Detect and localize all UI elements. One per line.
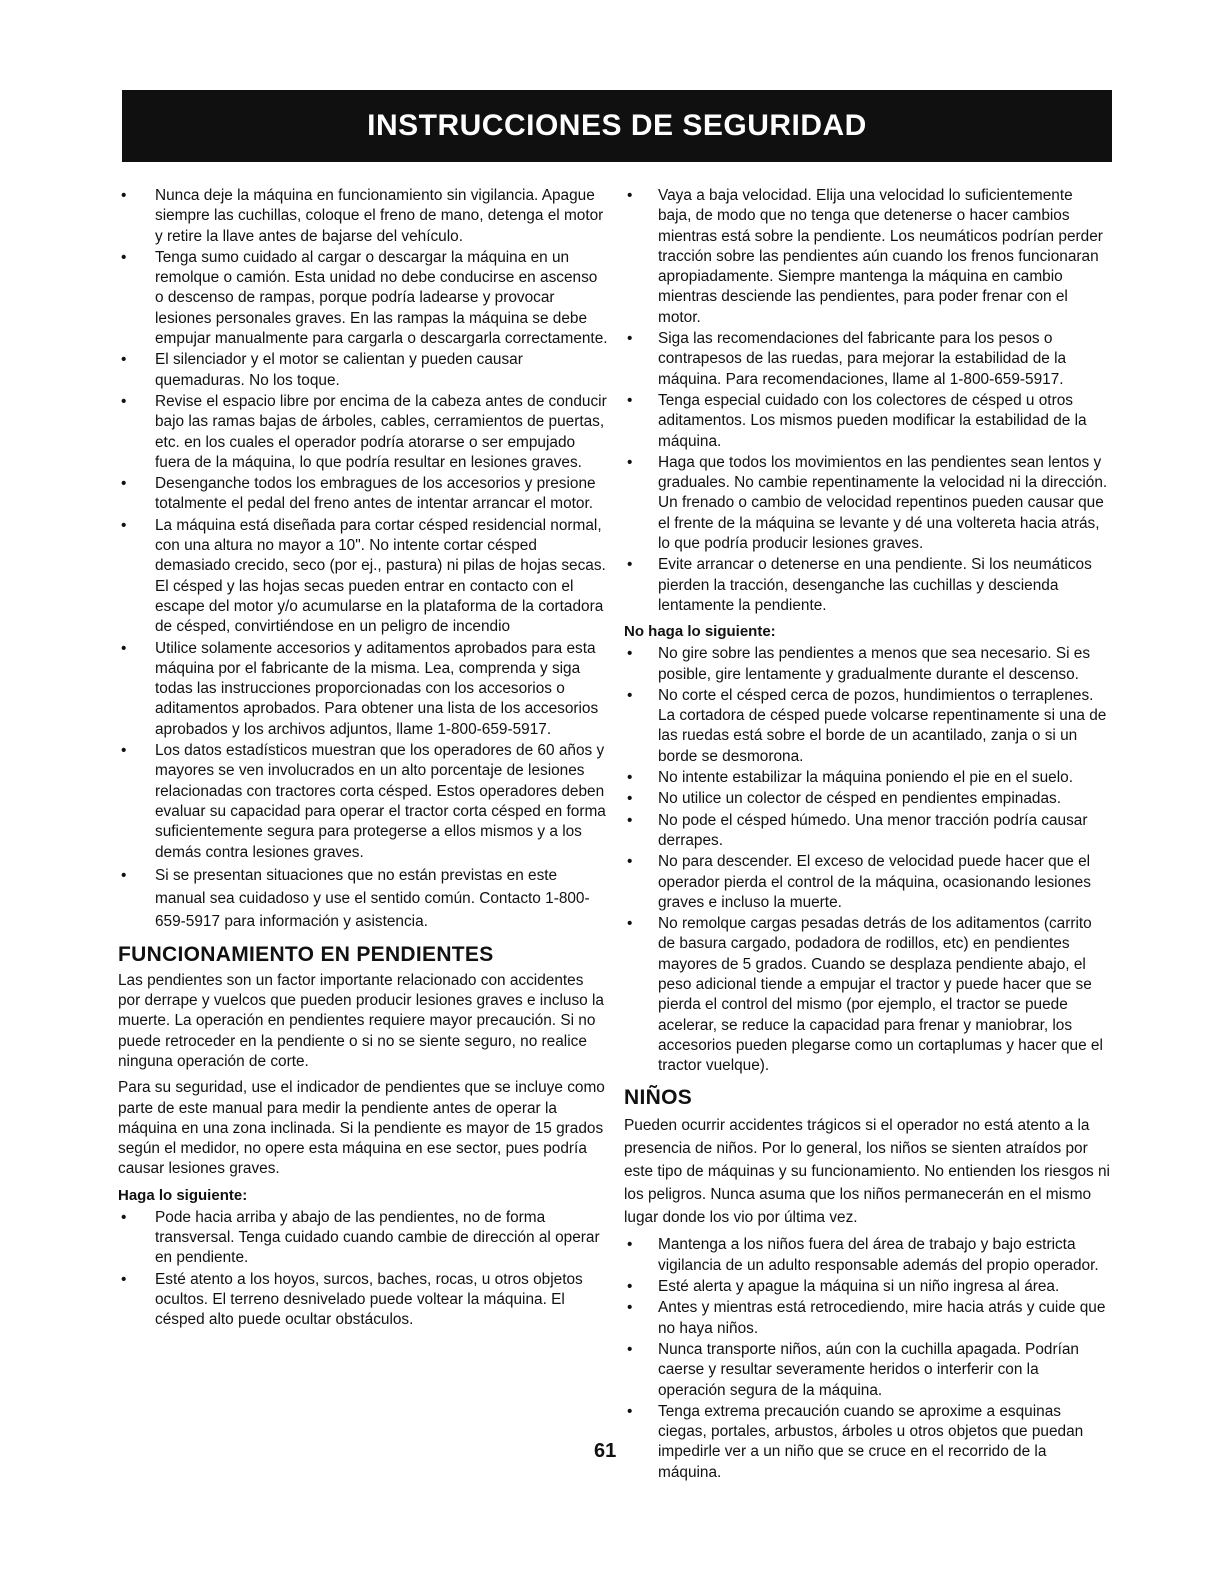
list-item: • Los datos estadísticos muestran que los operadores de 60 años y mayores se ven involucrados en un alto porcentaje de lesiones relacionadas con tractores corta césped. Estos operadores deben evaluar su capacidad para operar el tractor corta césped en forma suficientemente segura para protegerse a ellos mismos y a los demás contra lesiones graves. [118, 741, 608, 863]
list-item: • Utilice solamente accesorios y aditamentos aprobados para esta máquina por el fabricante de la misma. Lea, comprenda y siga todas las instrucciones proporcionadas con los accesorios o aditamentos aprobados. Para obtener una lista de los accesorios aprobados y los archivos adjuntos, llame 1-800-659-5917. [118, 639, 608, 740]
slopes-paragraph: Para su seguridad, use el indicador de pendientes que se incluye como parte de este manual para medir la pendiente antes de operar la máquina en una zona inclinada. Si la pendiente es mayor de 15 grados según el medidor, no opere esta máquina en ese sector, pues podría causar lesiones graves. [118, 1079, 605, 1178]
list-item: • Tenga sumo cuidado al cargar o descargar la máquina en un remolque o camión. Esta unidad no debe conducirse en ascenso o descenso de rampas, porque podría ladearse y provocar lesiones personales graves. En las rampas la máquina se debe empujar manualmente para cargarla o descargarla correctamente. [118, 248, 608, 349]
list-item: • Desenganche todos los embragues de los accesorios y presione totalmente el pedal del freno antes de intentar arrancar el motor. [118, 474, 608, 515]
slopes-heading: FUNCIONAMIENTO EN PENDIENTES [118, 942, 494, 966]
do-list [118, 1208, 608, 1331]
list-item: • Evite arrancar o detenerse en una pendiente. Si los neumáticos pierden la tracción, desenganche las cuchillas y descienda lentamente la pendiente. [624, 555, 1110, 616]
banner-title: INSTRUCCIONES DE SEGURIDAD [367, 109, 867, 142]
dont-heading: No haga lo siguiente: [624, 623, 776, 641]
children-heading: NIÑOS [624, 1086, 693, 1110]
list-item: • La máquina está diseñada para cortar césped residencial normal, con una altura no mayor a 10". No intente cortar césped demasiado crecido, seco (por ej., pastura) ni pilas de hojas secas. El césped y las hojas secas pueden entrar en contacto con el escape del motor y/o acumularse en la plataforma de la cortadora de césped, convirtiéndose en un peligro de incendio [118, 516, 608, 638]
list-item: • Haga que todos los movimientos en las pendientes sean lentos y graduales. No cambie repentinamente la velocidad ni la dirección. Un frenado o cambio de velocidad repentinos pueden causar que el frente de la máquina se levante y dé una voltereta hacia atrás, lo que podría producir lesiones graves. [624, 453, 1110, 554]
list-item: • Siga las recomendaciones del fabricante para los pesos o contrapesos de las ruedas, para mejorar la estabilidad de la máquina. Para recomendaciones, llame al 1-800-659-5917. [624, 329, 1110, 390]
list-item: • No pode el césped húmedo. Una menor tracción podría causar derrapes. [624, 811, 1110, 852]
do-list-continued [624, 186, 1110, 616]
list-item: • Esté atento a los hoyos, surcos, baches, rocas, u otros objetos ocultos. El terreno desnivelado puede voltear la máquina. El césped alto puede ocultar obstáculos. [118, 1270, 608, 1331]
list-item: • Antes y mientras está retrocediendo, mire hacia atrás y cuide que no haya niños. [624, 1298, 1110, 1339]
section-banner [122, 90, 1112, 162]
right-column [624, 186, 1110, 1484]
dont-list [624, 644, 1110, 1076]
slopes-paragraph: Las pendientes son un factor importante relacionado con accidentes por derrape y vuelcos que pueden producir lesiones graves e incluso la muerte. La operación en pendientes requiere mayor precaución. Si no puede retroceder en la pendiente o si no se siente seguro, no realice ninguna operación de corte. [118, 971, 604, 1070]
list-item: • No intente estabilizar la máquina poniendo el pie en el suelo. [624, 768, 1110, 788]
list-item: • No utilice un colector de césped en pendientes empinadas. [624, 789, 1110, 809]
page-number: 61 [594, 1440, 617, 1462]
list-item: • No para descender. El exceso de velocidad puede hacer que el operador pierda el control de la máquina, ocasionando lesiones graves e incluso la muerte. [624, 852, 1110, 913]
list-item: • Revise el espacio libre por encima de la cabeza antes de conducir bajo las ramas bajas de árboles, cables, cerramientos de puertas, etc. en los cuales el operador podría atorarse o ser empujado fuera de la máquina, lo que podría resultar en lesiones graves. [118, 392, 608, 473]
list-item: • No corte el césped cerca de pozos, hundimientos o terraplenes. La cortadora de césped puede volcarse repentinamente si una de las ruedas está sobre el borde de un acantilado, zanja o si un borde se desmorona. [624, 686, 1110, 767]
list-item: • No remolque cargas pesadas detrás de los aditamentos (carrito de basura cargado, podadora de rodillos, etc) en pendientes mayores de 5 grados. Cuando se desplaza pendiente abajo, el peso adicional tiende a empujar el tractor y puede hacer que se pierda el control del mismo (por ejemplo, el tractor se puede acelerar, se reduce la capacidad para frenar y maniobrar, los accesorios pueden plegarse como un cortaplumas y hacer que el tractor vuelque). [624, 914, 1110, 1076]
list-item: • Mantenga a los niños fuera del área de trabajo y bajo estricta vigilancia de un adulto responsable además del propio operador. [624, 1235, 1110, 1276]
list-item: • Vaya a baja velocidad. Elija una velocidad lo suficientemente baja, de modo que no tenga que detenerse o hacer cambios mientras está sobre la pendiente. Los neumáticos podrían perder tracción sobre las pendientes aún cuando los frenos funcionaran apropiadamente. Siempre mantenga la máquina en cambio mientras desciende las pendientes, para poder frenar con el motor. [624, 186, 1110, 328]
list-item: • Nunca deje la máquina en funcionamiento sin vigilancia. Apague siempre las cuchillas, coloque el freno de mano, detenga el motor y retire la llave antes de bajarse del vehículo. [118, 186, 608, 247]
list-item: • Tenga especial cuidado con los colectores de césped u otros aditamentos. Los mismos pueden modificar la estabilidad de la máquina. [624, 391, 1110, 452]
list-item: • Tenga extrema precaución cuando se aproxime a esquinas ciegas, portales, arbustos, árboles u otros objetos que puedan impedirle ver a un niño que se cruce en el recorrido de la máquina. [624, 1402, 1110, 1483]
left-column [118, 186, 608, 1332]
list-item: • Nunca transporte niños, aún con la cuchilla apagada. Podrían caerse y resultar severamente heridos o interferir con la operación segura de la máquina. [624, 1340, 1110, 1401]
list-item: • Esté alerta y apague la máquina si un niño ingresa al área. [624, 1277, 1110, 1297]
list-item: • Si se presentan situaciones que no están previstas en este manual sea cuidadoso y use el sentido común. Contacto 1-800-659-5917 para información y asistencia. [118, 864, 608, 933]
list-item: • No gire sobre las pendientes a menos que sea necesario. Si es posible, gire lentamente y gradualmente durante el descenso. [624, 644, 1110, 685]
list-item: • El silenciador y el motor se calientan y pueden causar quemaduras. No los toque. [118, 350, 608, 391]
children-list [624, 1235, 1110, 1483]
general-safety-list [118, 186, 608, 933]
list-item: • Pode hacia arriba y abajo de las pendientes, no de forma transversal. Tenga cuidado cuando cambie de dirección al operar en pendiente. [118, 1208, 608, 1269]
children-intro: Pueden ocurrir accidentes trágicos si el operador no está atento a la presencia de niños. Por lo general, los niños se sienten atraídos por este tipo de máquinas y su funcionamiento. No entienden los riesgos ni los peligros. Nunca asuma que los niños permanecerán en el mismo lugar donde los vio por última vez. [624, 1117, 1110, 1227]
do-heading: Haga lo siguiente: [118, 1186, 248, 1204]
